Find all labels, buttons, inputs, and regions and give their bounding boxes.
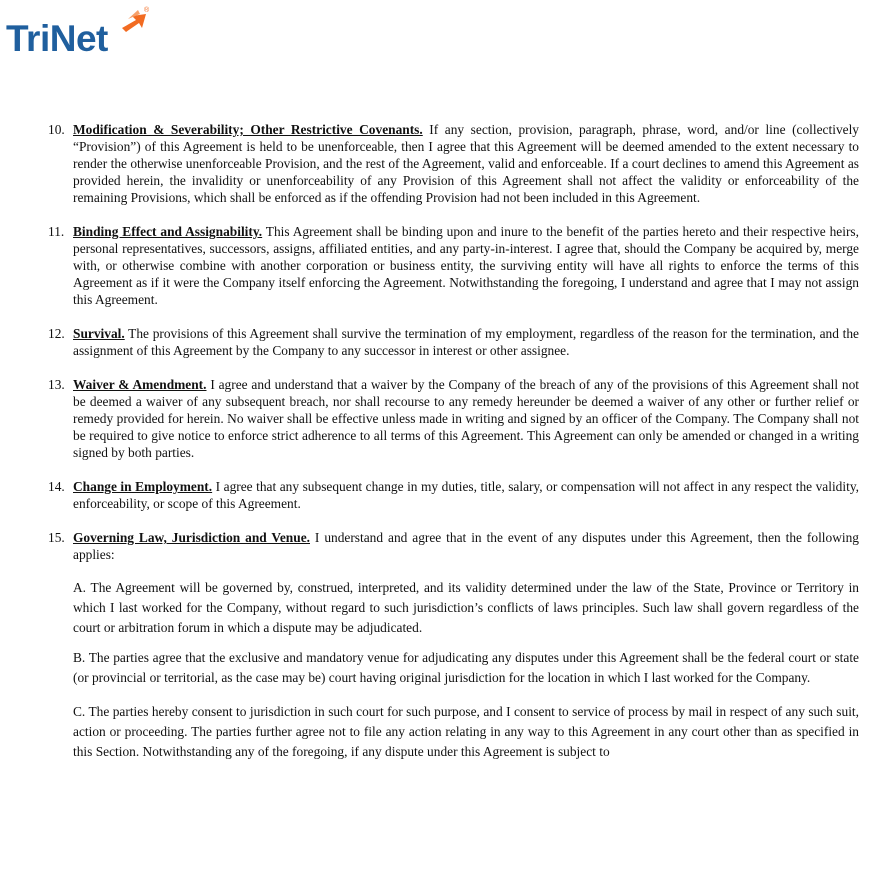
section-heading: Waiver & Amendment. bbox=[73, 377, 207, 392]
section-13 bbox=[48, 376, 859, 461]
section-text bbox=[73, 478, 859, 512]
section-heading: Survival. bbox=[73, 326, 125, 341]
section-body: The provisions of this Agreement shall survive the termination of my employment, regardless of the reason for the termination, and the assignment of this Agreement by the Company to any successor in interest or other assignee. bbox=[73, 326, 859, 358]
section-10 bbox=[48, 121, 859, 206]
section-text bbox=[73, 121, 859, 206]
section-15 bbox=[48, 529, 859, 563]
section-11 bbox=[48, 223, 859, 308]
section-heading: Governing Law, Jurisdiction and Venue. bbox=[73, 530, 310, 545]
section-text bbox=[73, 325, 859, 359]
section-heading: Modification & Severability; Other Restrictive Covenants. bbox=[73, 122, 423, 137]
section-number: 11. bbox=[48, 224, 65, 239]
logo-arrow-icon bbox=[120, 6, 156, 36]
logo-wordmark: TriNet bbox=[6, 18, 108, 59]
section-heading: Change in Employment. bbox=[73, 479, 213, 494]
section-heading: Binding Effect and Assignability. bbox=[73, 224, 263, 239]
section-body: I agree and understand that a waiver by the Company of the breach of any of the provisions of this Agreement shall not be deemed a waiver of any subsequent breach, nor shall recourse to any remedy hereunder be deemed a waiver of any other or further relief or remedy provided for herein. No waiver shall be effective unless made in writing and signed by an officer of the Company. The Company shall not be required to give notice to enforce strict adherence to all terms of this Agreement. This Agreement can only be amended or changed in a writing signed by both parties. bbox=[73, 377, 859, 460]
section-text bbox=[73, 376, 859, 461]
logo-trademark: ® bbox=[144, 7, 150, 14]
section-12 bbox=[48, 325, 859, 359]
subsection-b: B. The parties agree that the exclusive and mandatory venue for adjudicating any disputes under this Agreement shall be the federal court or state (or provincial or territorial, as the case may be) court having original jurisdiction for the location in which I last worked for the Company. bbox=[73, 650, 859, 685]
section-number: 14. bbox=[48, 479, 65, 494]
section-number: 15. bbox=[48, 530, 65, 545]
section-14 bbox=[48, 478, 859, 512]
section-body: I agree that any subsequent change in my duties, title, salary, or compensation will not affect in any respect the validity, enforceability, or scope of this Agreement. bbox=[73, 479, 859, 511]
trinet-logo bbox=[2, 4, 162, 60]
section-number: 12. bbox=[48, 326, 65, 341]
section-text bbox=[73, 223, 859, 308]
section-body: If any section, provision, paragraph, phrase, word, and/or line (collectively “Provision”) of this Agreement is held to be unenforceable, then I agree that this Agreement will be deemed amended to the extent necessary to render the otherwise unenforceable Provision, and the rest of the Agreement, valid and enforceable. If a court declines to amend this Agreement as provided herein, the invalidity or unenforceability of any Provision of this Agreement shall not affect the validity or enforceability of the remaining Provisions, which shall be enforced as if the offending Provision had not been included in this Agreement. bbox=[73, 122, 859, 205]
section-body: I understand and agree that in the event of any disputes under this Agreement, then the following applies: bbox=[73, 530, 859, 562]
section-text bbox=[73, 529, 859, 563]
section-number: 13. bbox=[48, 377, 65, 392]
subsection-c: C. The parties hereby consent to jurisdiction in such court for such purpose, and I consent to service of process by mail in respect of any such suit, action or proceeding. The parties further agree not to file any action relating in any way to this Agreement in any court other than as specified in this Section. Notwithstanding any of the foregoing, if any dispute under this Agreement is subject to bbox=[73, 704, 859, 759]
section-number: 10. bbox=[48, 122, 65, 137]
subsection-a: A. The Agreement will be governed by, construed, interpreted, and its validity determined under the law of the State, Province or Territory in which I last worked for the Company, without regard to such jurisdiction’s conflicts of laws principles. Such law shall govern regardless of the court or arbitration forum in which a dispute may be adjudicated. bbox=[73, 580, 859, 635]
agreement-body bbox=[48, 121, 859, 762]
section-15-subsections bbox=[48, 578, 859, 762]
section-body: This Agreement shall be binding upon and inure to the benefit of the parties hereto and their respective heirs, personal representatives, successors, assigns, affiliated entities, and any party-in-interest. I agree that, should the Company be acquired by, merge with, or otherwise combine with another corporation or business entity, the surviving entity will have all rights to enforce the terms of this Agreement as if it were the Company itself enforcing the Agreement. Notwithstanding the foregoing, I understand and agree that I may not assign this Agreement. bbox=[73, 224, 859, 307]
